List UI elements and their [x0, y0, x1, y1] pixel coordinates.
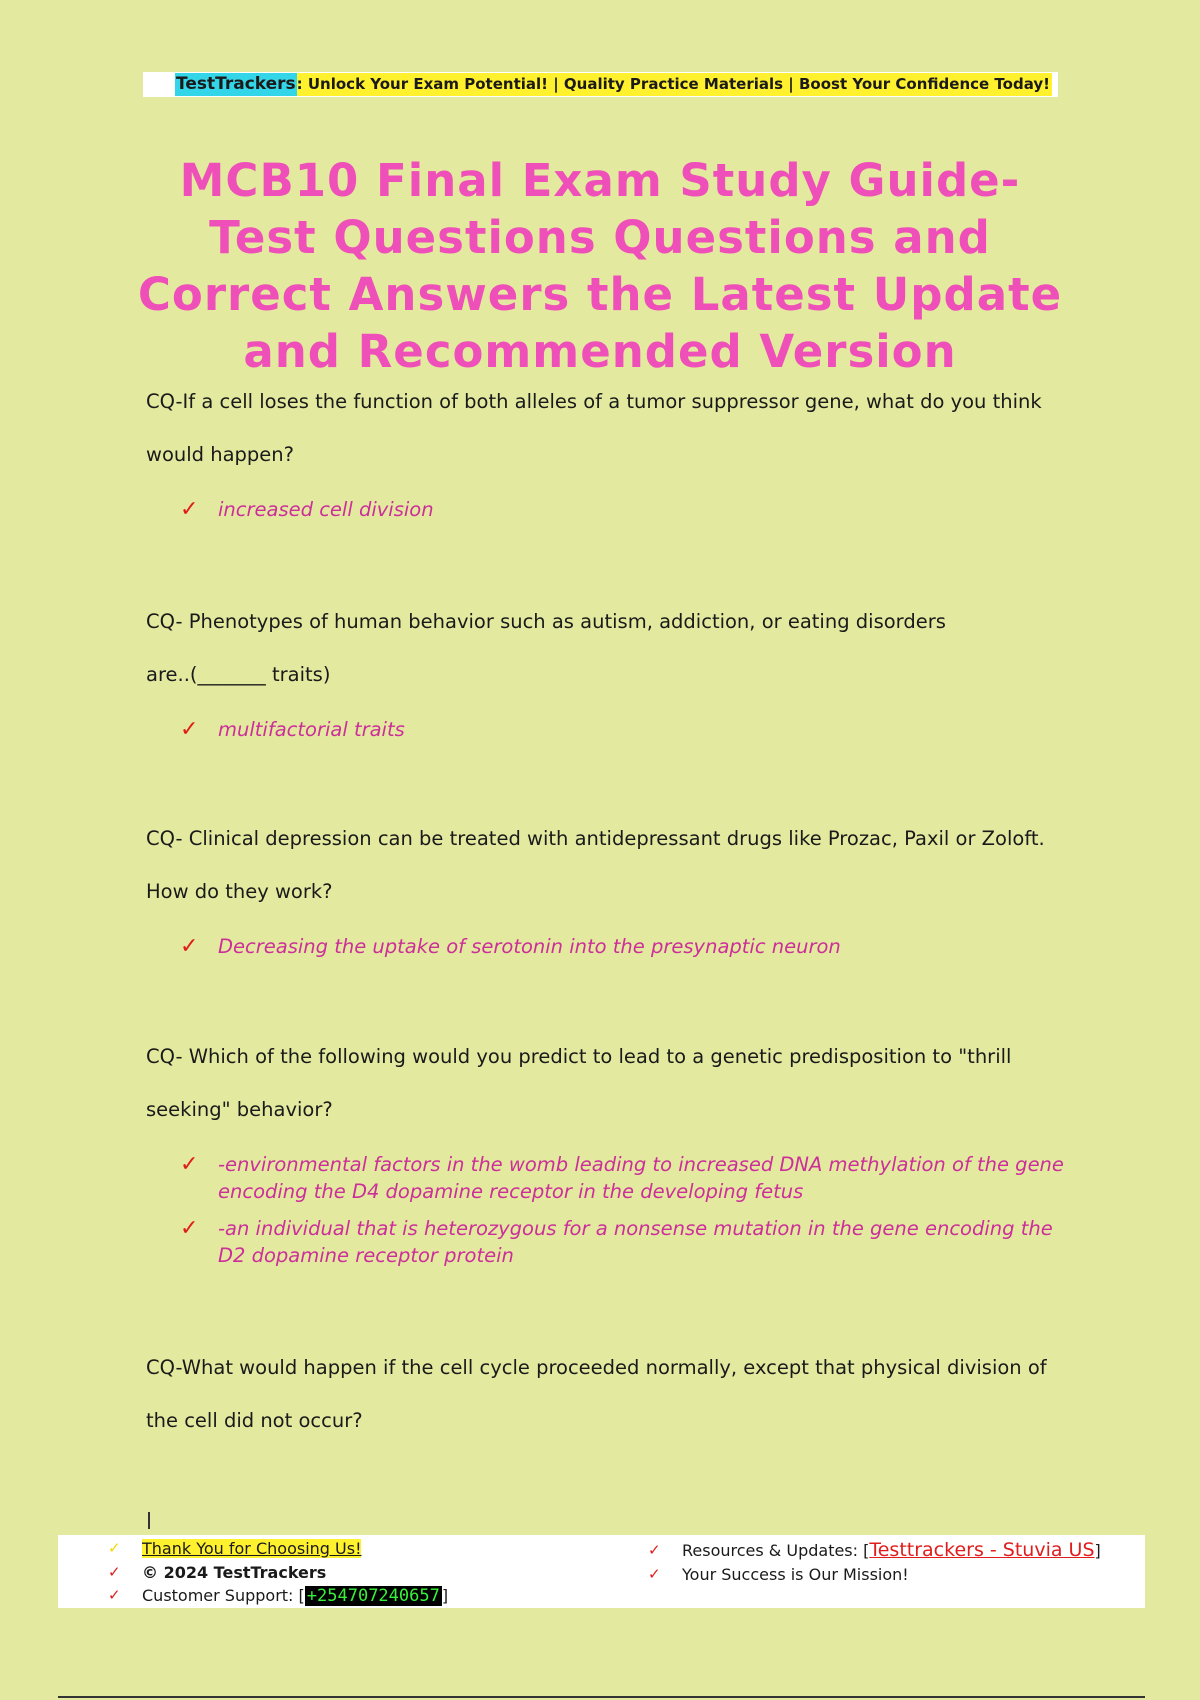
check-icon: ✓ — [648, 1541, 661, 1559]
question-line: CQ-What would happen if the cell cycle proceeded normally, except that physical division of — [146, 1356, 1047, 1379]
header-banner — [143, 72, 1058, 97]
question-line: the cell did not occur? — [146, 1409, 363, 1432]
answer-list — [146, 716, 1066, 743]
check-icon: ✓ — [180, 1152, 199, 1177]
footer-right-column — [648, 1539, 1101, 1586]
check-icon: ✓ — [108, 1539, 121, 1557]
check-icon: ✓ — [180, 1216, 199, 1241]
text-cursor — [148, 1512, 150, 1529]
answer-list — [146, 1151, 1066, 1269]
check-icon: ✓ — [108, 1586, 121, 1604]
answer-text: multifactorial traits — [218, 718, 405, 741]
answer-list — [146, 933, 1066, 960]
answer-item — [146, 933, 1066, 960]
question-line: CQ-If a cell loses the function of both alleles of a tumor suppressor gene, what do you think — [146, 390, 1042, 413]
resources-close: ] — [1094, 1541, 1101, 1560]
question-block — [146, 595, 1066, 743]
question-block — [146, 375, 1066, 523]
check-icon: ✓ — [180, 717, 199, 742]
answer-item — [146, 496, 1066, 523]
answer-text: -environmental factors in the womb leading to increased DNA methylation of the gene encoding the D4 dopamine receptor in the developing fetus — [218, 1153, 1064, 1203]
question-block — [146, 812, 1066, 960]
answer-item — [146, 716, 1066, 743]
question-line: are..(_______ traits) — [146, 663, 331, 686]
copyright-text: © 2024 TestTrackers — [142, 1562, 327, 1582]
check-icon: ✓ — [180, 497, 199, 522]
question-block — [146, 1341, 1066, 1447]
answer-list — [146, 496, 1066, 523]
answer-text: -an individual that is heterozygous for a nonsense mutation in the gene encoding the D2 dopamine receptor protein — [218, 1217, 1053, 1267]
document-title: MCB10 Final Exam Study Guide- Test Questions Questions and Correct Answers the Latest Update and Recommended Version — [137, 154, 1063, 378]
footer-left-column — [108, 1537, 448, 1609]
footer-row — [108, 1584, 448, 1609]
brand-name: TestTrackers — [176, 74, 296, 94]
question-line: seeking" behavior? — [146, 1098, 333, 1121]
resources-link[interactable]: Testtrackers - Stuvia US — [869, 1539, 1095, 1561]
banner-tagline: : Unlock Your Exam Potential! | Quality Practice Materials | Boost Your Confidence Today! — [297, 73, 1052, 96]
question-block — [146, 1030, 1066, 1269]
support-phone[interactable]: +254707240657 — [306, 1586, 440, 1606]
thank-you-text: Thank You for Choosing Us! — [142, 1539, 362, 1558]
footer-row — [108, 1537, 448, 1561]
check-icon: ✓ — [108, 1562, 121, 1581]
footer-row — [108, 1561, 448, 1585]
question-line: How do they work? — [146, 880, 333, 903]
footer-row — [648, 1563, 1101, 1587]
answer-text: Decreasing the uptake of serotonin into the presynaptic neuron — [218, 935, 841, 958]
question-line: CQ- Phenotypes of human behavior such as autism, addiction, or eating disorders — [146, 610, 946, 633]
mission-text: Your Success is Our Mission! — [682, 1564, 909, 1584]
support-label: Customer Support: [ — [142, 1586, 305, 1605]
answer-item — [146, 1215, 1066, 1269]
resources-label: Resources & Updates: [ — [682, 1541, 870, 1560]
check-icon: ✓ — [180, 934, 199, 959]
footer-row — [648, 1539, 1101, 1563]
page-bottom-rule — [58, 1696, 1145, 1698]
support-close: ] — [441, 1586, 449, 1605]
answer-text: increased cell division — [218, 498, 434, 521]
page-footer — [58, 1535, 1145, 1608]
question-line: CQ- Which of the following would you predict to lead to a genetic predisposition to "thrill — [146, 1045, 1012, 1068]
question-line: would happen? — [146, 443, 295, 466]
check-icon: ✓ — [648, 1564, 661, 1583]
question-line: CQ- Clinical depression can be treated with antidepressant drugs like Prozac, Paxil or Zoloft. — [146, 827, 1045, 850]
answer-item — [146, 1151, 1066, 1205]
